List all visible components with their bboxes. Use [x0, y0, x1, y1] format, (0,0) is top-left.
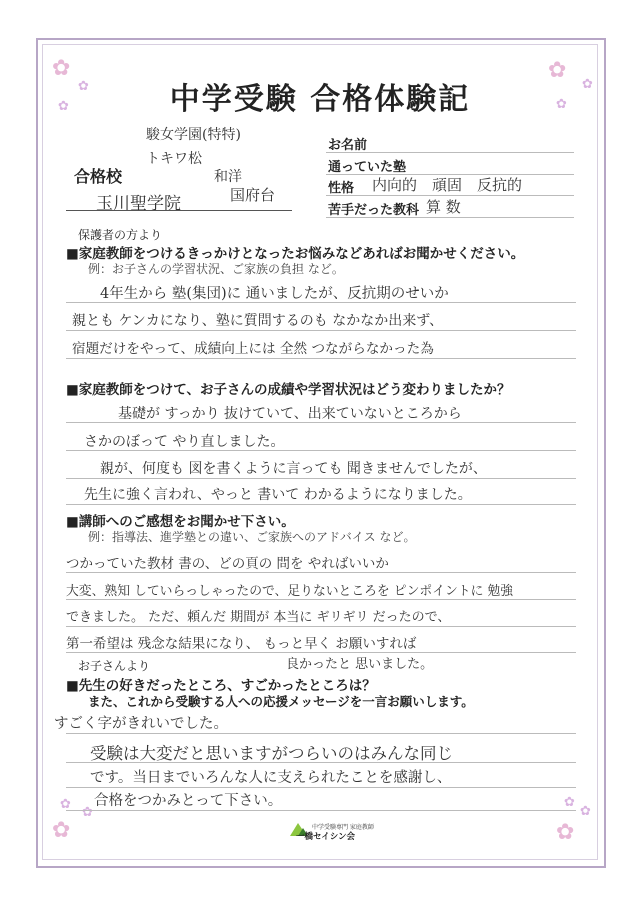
question-1-answer-line: 宿題だけをやって、成績向上には 全然 つながらなかった為 — [72, 341, 434, 357]
flower-icon: ✿ — [58, 99, 69, 114]
answer-rule — [66, 762, 576, 763]
child-label: お子さんより — [78, 659, 151, 673]
question-2-answer-line: さかのぼって やり直しました。 — [84, 434, 285, 450]
flower-icon: ✿ — [580, 804, 591, 819]
question-1-answer-line: 4年生から 塾(集団)に 通いましたが、反抗期のせいか — [100, 286, 449, 302]
flower-icon: ✿ — [548, 58, 567, 83]
passed-school-entry: 玉川聖学院 — [96, 194, 181, 214]
flower-icon: ✿ — [564, 795, 575, 810]
passed-school-label: 合格校 — [74, 167, 123, 186]
personality-label: 性格 — [328, 181, 355, 196]
flower-icon: ✿ — [556, 820, 575, 845]
question-4-subheading: また、これから受験する人への応援メッセージを一言お願いします。 — [88, 694, 474, 709]
question-4-answer-line: 合格をつかみとって下さい。 — [94, 793, 283, 809]
answer-rule — [66, 599, 576, 600]
question-3-answer-line: つかっていた教材 書の、どの頁の 問を やればいいか — [66, 556, 389, 572]
passed-school-entry: 国府台 — [230, 186, 276, 204]
question-1-example: 例：お子さんの学習状況、ご家族の負担 など。 — [88, 262, 344, 276]
question-3-answer-line: 第一希望は 残念な結果になり、 もっと早く お願いすれば — [66, 636, 417, 652]
personality-value: 内向的 頑固 反抗的 — [372, 176, 523, 194]
flower-icon: ✿ — [78, 79, 89, 94]
flower-icon: ✿ — [556, 97, 567, 112]
answer-rule — [66, 302, 576, 303]
guardian-label: 保護者の方より — [78, 228, 163, 242]
flower-icon: ✿ — [52, 818, 71, 843]
answer-rule — [66, 504, 576, 505]
flower-icon: ✿ — [60, 797, 71, 812]
divider — [66, 210, 292, 211]
question-4-heading: ■先生の好きだったところ、すごかったところは？ — [66, 678, 376, 694]
question-3-answer-line: 良かったと 思いました。 — [286, 657, 434, 672]
answer-rule — [66, 626, 576, 627]
passed-school-entry: トキワ松 — [146, 151, 202, 167]
flower-icon: ✿ — [82, 805, 93, 820]
passed-school-entry: 駿女学園(特特) — [146, 127, 241, 143]
answer-rule — [66, 450, 576, 451]
weak-subject-label: 苦手だった教科 — [328, 203, 420, 218]
question-4-answer-line: 受験は大変だと思いますがつらいのはみんな同じ — [90, 744, 453, 763]
question-1-answer-line: 親とも ケンカになり、塾に質問するのも なかなか出来ず、 — [72, 313, 444, 329]
answer-rule — [66, 787, 576, 788]
question-3-answer-line: 大変、熟知 していらっしゃったので、足りないところを ピンポイントに 勉強 — [66, 584, 514, 599]
answer-rule — [66, 478, 576, 479]
answer-rule — [66, 358, 576, 359]
cram-school-label: 通っていた塾 — [328, 160, 407, 175]
question-2-answer-line: 基礎が すっかり 抜けていて、出来ていないところから — [118, 406, 462, 422]
answer-rule — [66, 572, 576, 573]
answer-rule — [66, 733, 576, 734]
answer-rule — [66, 422, 576, 423]
question-2-answer-line: 先生に強く言われ、やっと 書いて わかるようになりました。 — [84, 487, 472, 503]
answer-rule — [66, 810, 576, 811]
question-2-heading: ■家庭教師をつけて、お子さんの成績や学習状況はどう変わりましたか？ — [66, 382, 511, 398]
question-4-answer-line: です。当日までいろんな人に支えられたことを感謝し、 — [90, 770, 452, 786]
divider — [326, 152, 574, 153]
divider — [326, 217, 574, 218]
answer-rule — [66, 330, 576, 331]
document-inner-frame — [42, 44, 598, 860]
question-3-heading: ■講師へのご感想をお聞かせ下さい。 — [66, 514, 295, 530]
question-3-answer-line: できました。 ただ、頼んだ 期間が 本当に ギリギリ だったので、 — [66, 610, 451, 625]
page-title: 中学受験 合格体験記 — [169, 82, 471, 117]
name-label: お名前 — [328, 138, 368, 153]
passed-school-entry: 和洋 — [214, 169, 242, 185]
question-3-example: 例：指導法、進学塾との違い、ご家族へのアドバイス など。 — [88, 530, 416, 544]
question-2-answer-line: 親が、何度も 図を書くように言っても 聞きませんでしたが、 — [100, 461, 487, 477]
flower-icon: ✿ — [582, 77, 593, 92]
question-4-answer-line: すごく字がきれいでした。 — [54, 716, 228, 732]
weak-subject-value: 算 数 — [426, 198, 461, 216]
footer-tagline: 中学受験専門 家庭教師 — [312, 824, 374, 831]
flower-icon: ✿ — [52, 56, 71, 81]
footer-brand: 一橋セイシン会 — [296, 832, 356, 842]
question-1-heading: ■家庭教師をつけるきっかけとなったお悩みなどあればお聞かせください。 — [66, 246, 525, 262]
